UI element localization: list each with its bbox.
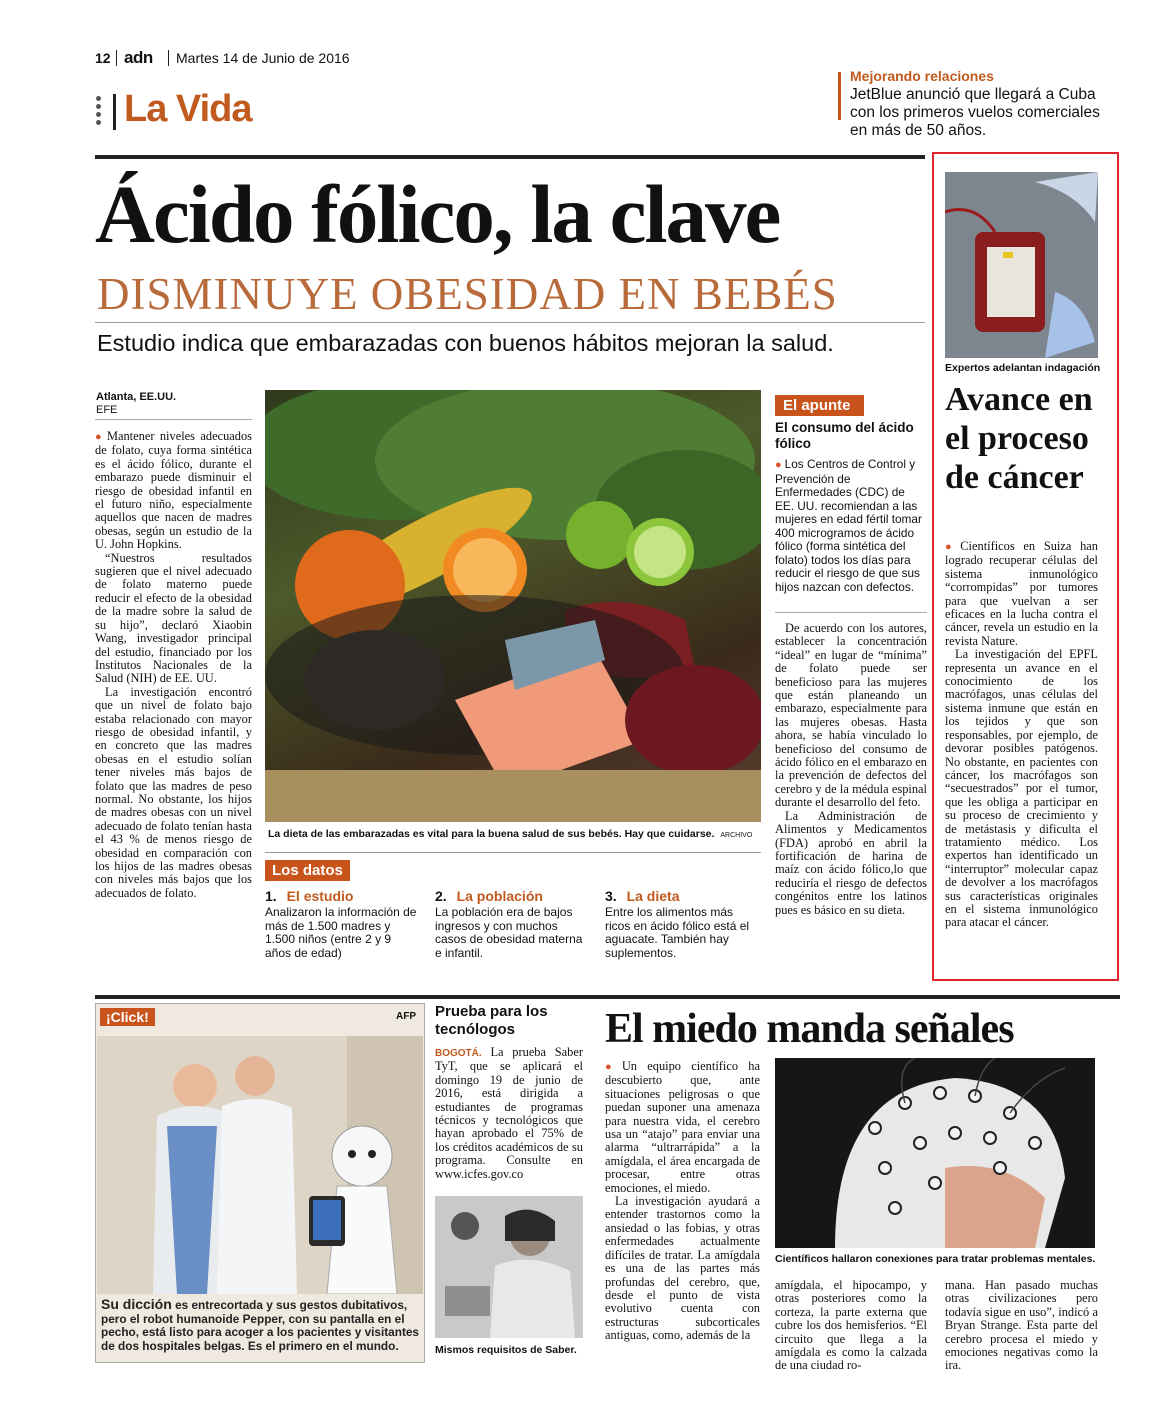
dateline: Atlanta, EE.UU. <box>96 391 177 403</box>
blood-bag-illustration <box>945 172 1098 358</box>
apunte-rule <box>775 612 927 613</box>
student-illustration <box>435 1196 583 1338</box>
datos-text: Analizaron la información de más de 1.500 madres y 1.500 niños (entre 2 y 9 años de edad) <box>265 905 417 960</box>
food-illustration <box>265 390 761 822</box>
main-story-body <box>95 430 252 900</box>
story-paragraph: La investigación encontró que un nivel de folato bajo estaba relacionado con mayor riesgo de obesidad infantil, y en concreto que las madres obesas en el estudio solían tener niveles más bajos de folato que las madres de peso normal. No obstante, los hijos de madres obesas con un nivel adecuado de folato tenían hasta el 43 % de menos riesgo de obesidad en comparación con los hijos de las madres obesas con niveles más bajos que los adecuados de folato. <box>95 684 252 900</box>
brand-logo: adn <box>124 48 153 67</box>
story-paragraph: La Administración de Alimentos y Medicamentos (FDA) aprobó en abril la fortificación de harina de maíz con ácido fólico,lo que reduciría el riesgo de defectos congénitos entre los latinos pues es básico en su dieta. <box>775 808 927 917</box>
robot-illustration <box>97 1036 423 1294</box>
apunte-tag: El apunte <box>775 395 864 416</box>
section-dots-icon <box>96 96 102 132</box>
top-rule <box>95 155 925 159</box>
datos-item-3 <box>605 888 760 960</box>
eeg-illustration <box>775 1058 1095 1248</box>
header-divider <box>116 50 117 66</box>
story-paragraph: La investigación del EPFL representa un avance en el conocimiento de los macrófagos, unas células del sistema inmune que están en los tejidos y que son responsables, por ejemplo, de devorar posibles patógenos. No obstante, en pacientes con cáncer, los macrófagos son “secuestrados” por el tumor, que les obliga a participar en su proceso de crecimiento y de metástasis y dificulta el tratamiento médico. Los expertos han identificado un “interruptor” molecular capaz de devolver a los macrófagos sus características originales en el sistema inmunológico para atacar el cáncer. <box>945 647 1098 930</box>
caption-text: es entrecortada y sus gestos dubitativos, pero el robot humanoide Pepper, con su pantalla en el pecho, está listo para acoger a los pacientes y visitantes de dos hospitales belgas. Es el primero en el mundo. <box>101 1298 419 1353</box>
datos-text: La población era de bajos ingresos y con muchos casos de obesidad materna e infantil. <box>435 905 583 960</box>
issue-date: Martes 14 de Junio de 2016 <box>176 50 350 66</box>
sidebar-headline: Avance en el proceso de cáncer <box>945 381 1093 496</box>
food-photo-caption <box>268 828 764 840</box>
prueba-dateline: BOGOTÁ. <box>435 1048 482 1059</box>
blood-bag-photo <box>945 172 1098 358</box>
continuation-body <box>775 622 927 917</box>
datos-number: 3. <box>605 888 617 904</box>
datos-title: La dieta <box>626 888 680 904</box>
click-credit: AFP <box>396 1011 416 1022</box>
sidebar-photo-caption: Expertos adelantan indagación <box>945 362 1101 374</box>
eeg-photo <box>775 1058 1095 1248</box>
page-number: 12 <box>95 50 111 66</box>
agency: EFE <box>96 404 118 416</box>
robot-photo <box>97 1036 423 1294</box>
main-headline: Ácido fólico, la clave <box>95 168 780 260</box>
subhead-rule <box>95 322 925 323</box>
datos-title: La población <box>456 888 543 904</box>
section-title: La Vida <box>124 88 252 130</box>
datos-number: 1. <box>265 888 277 904</box>
click-tag: ¡Click! <box>100 1008 155 1026</box>
food-photo <box>265 390 761 822</box>
apunte-title: El consumo del ácido fólico <box>775 420 914 451</box>
header-divider <box>168 50 169 66</box>
prueba-body <box>435 1046 583 1181</box>
promo-text: JetBlue anunció que llegará a Cuba con los primeros vuelos comerciales en más de 50 años. <box>850 86 1100 139</box>
datos-item-2 <box>435 888 590 960</box>
promo-bar <box>838 72 841 120</box>
story-paragraph: ● Científicos en Suiza han logrado recuperar células del sistema inmunológico “corrompidas” por tumores para que vuelvan a ser eficaces en la lucha contra el cáncer, revela un estudio en la revista Nature. <box>945 539 1098 648</box>
datos-title: El estudio <box>286 888 354 904</box>
miedo-col2: amígdala, el hipocampo, y otras posteriores como la corteza, la parte externa que cubre los dos hemisferios. “El circuito que llega a la amígdala es como la calzada de una ciudad ro- <box>775 1278 927 1373</box>
dateline-rule <box>95 419 252 420</box>
story-paragraph: “Nuestros resultados sugieren que el nivel adecuado de folato materno puede reducir el efecto de la obesidad de la madre sobre la salud de su hijo”, declaró Xiaobin Wang, investigador principal del estudio, financiado por los Institutos Nacionales de la Salud (NIH) de EE. UU. <box>95 550 252 686</box>
miedo-col3: mana. Han pasado muchas otras civilizaciones pero todavía sigue en uso”, indicó a Bryan Strange. Esta parte del cerebro procesa el miedo y emociones negativas como la ira. <box>945 1278 1098 1373</box>
caption-lead: Su dicción <box>101 1296 172 1312</box>
main-subhead: DISMINUYE OBESIDAD EN BEBÉS <box>97 269 838 319</box>
story-paragraph: La investigación ayudará a entender trastornos como la ansiedad o las fobias, y otras enfermedades actualmente difíciles de tratar. La amígdala es una de las partes más profundas del cerebro, que, desde el punto de vista evolutivo cuenta con estructuras subcorticales antiguas, como, además de la <box>605 1194 760 1343</box>
miedo-col1 <box>605 1060 760 1343</box>
main-deck: Estudio indica que embarazadas con buenos hábitos mejoran la salud. <box>97 330 834 356</box>
photo-credit: ARCHIVO <box>720 832 753 839</box>
eeg-photo-caption: Científicos hallaron conexiones para tratar problemas mentales. <box>775 1253 1096 1265</box>
student-photo-caption: Mismos requisitos de Saber. <box>435 1344 577 1356</box>
promo-kicker: Mejorando relaciones <box>850 68 994 84</box>
datos-tag: Los datos <box>265 860 350 881</box>
section-bar <box>113 94 116 130</box>
story-paragraph: BOGOTÁ. La prueba Saber TyT, que se aplicará el domingo 19 de junio de 2016, está dirigida a estudiantes de programas técnicos y tecnológicos que hayan aprobado el 75% de los créditos académicos de su programa. Consulte en www.icfes.gov.co <box>435 1045 583 1181</box>
story-paragraph: ● Mantener niveles adecuados de folato, cuya forma sintética es el ácido fólico, durante el embarazo puede disminuir el riesgo de obesidad infantil en el futuro niño, especialmente aquellos que nacen de madres obesas, según un estudio de la U. John Hopkins. <box>95 429 252 552</box>
bottom-rule <box>95 995 1120 999</box>
story-paragraph: ● Un equipo científico ha descubierto que, ante situaciones peligrosas o que puedan suponer una amenaza para nuestra vida, el cerebro usa un “atajo” para enviar una alarma “ultrarrápida” a la amígdala, el área encargada de procesar, entre otras emociones, el miedo. <box>605 1059 760 1195</box>
sidebar-body <box>945 540 1098 930</box>
datos-rule <box>265 852 761 853</box>
datos-text: Entre los alimentos más ricos en ácido fólico está el aguacate. También hay suplementos. <box>605 905 750 960</box>
datos-item-1 <box>265 888 420 960</box>
student-photo <box>435 1196 583 1338</box>
apunte-text: ● Los Centros de Control y Prevención de Enfermedades (CDC) de EE. UU. recomiendan a las mujeres en edad fértil tomar 400 microgramos de ácido fólico (forma sintética del folato) todos los días para reducir el riesgo de que sus hijos nazcan con defectos. <box>775 457 922 594</box>
click-caption <box>101 1298 419 1353</box>
story-paragraph: De acuerdo con los autores, establecer la concentración “ideal” en lugar de “mínima” de folato puede ser beneficioso para las mujeres que están planeando un embarazo, especialmente para las mujeres obesas. Hasta ahora, se había vinculado lo beneficioso del consumo de ácido fólico en el embarazo en la prevención de defectos del cerebro y de la médula espinal durante el desarrollo del feto. <box>775 621 927 810</box>
datos-number: 2. <box>435 888 447 904</box>
prueba-title: Prueba para los tecnólogos <box>435 1003 548 1038</box>
caption-text: La dieta de las embarazadas es vital para la buena salud de sus bebés. Hay que cuidarse. <box>268 828 715 840</box>
miedo-headline: El miedo manda señales <box>605 1006 1014 1052</box>
